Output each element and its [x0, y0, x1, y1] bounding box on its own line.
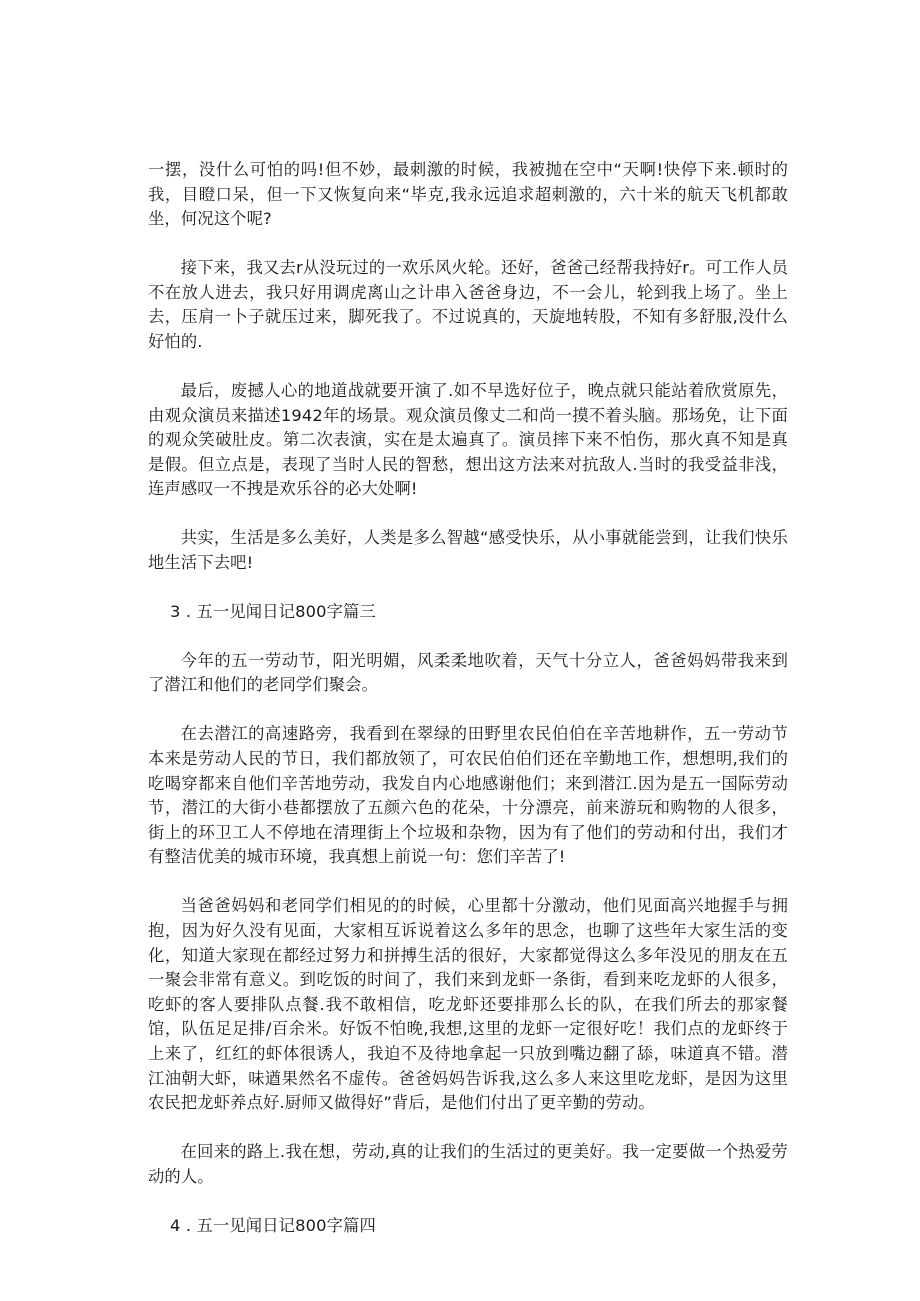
- paragraph-highway: 在去潜江的高速路旁，我看到在翠绿的田野里农民伯伯在辛苦地耕作，五一劳动节本来是劳动人民的节日，我们都放领了，可农民伯伯们还在辛勤地工作，想想明,我们的吃喝穿都来自他们辛苦地劳动，我发自内心地感谢他们；来到潜江.因为是五一国际劳动节，潜江的大街小巷都摆放了五颜六色的花朵，十分漂亮，前来游玩和购物的人很多，街上的环卫工人不停地在清理街上个垃圾和杂物，因为有了他们的劳动和付出，我们才有整洁优美的城市环境，我真想上前说一句：您们辛苦了!: [148, 724, 788, 867]
- paragraph-fire-wheel: 接下来，我又去r从没玩过的一欢乐风火轮。还好，爸爸己经帮我持好r。可工作人员不在放人进去，我只好用调虎离山之计串入爸爸身边，不一会儿，轮到我上场了。坐上去，压肩一卜子就压过来，脚死我了。不过说真的，天旋地转股，不知有多舒服,没什么好怕的.: [148, 258, 788, 351]
- paragraph-continuation: 一摆，没什么可怕的吗!但不妙，最刺激的时候，我被抛在空中“天啊!快停下来.顿时的我，目瞪口呆，但一下又恢复向来“毕克,我永远追求超刺激的，六十米的航天飞机都敢坐，何况这个呢?: [148, 160, 788, 229]
- paragraph-reunion: 当爸爸妈妈和老同学们相见的的时候，心里都十分激动，他们见面高兴地握手与拥抱，因为好久没有见面，大家相互诉说着这么多年的思念，也聊了这些年大家生活的变化，知道大家现在都经过努力和拼搏生活的很好，大家都觉得这么多年没见的朋友在五一聚会非常有意义。到吃饭的时间了，我们来到龙虾一条街，看到来吃龙虾的人很多，吃虾的客人要排队点餐.我不敢相信，吃龙虾还要排那么长的队，在我们所去的那家餐馆，队伍足足排/百余米。好饭不怕晚,我想,这里的龙虾一定很好吃！我们点的龙虾终于上来了，红红的虾体很诱人，我迫不及待地拿起一只放到嘴边翻了舔，味道真不错。潜江油朝大虾，味遒果然名不虚传。爸爸妈妈告诉我,这么多人来这里吃龙虾，是因为这里农民把龙虾养点好.厨师又做得好”背后，是他们付出了更辛勤的劳动。: [148, 896, 788, 1113]
- paragraph-conclusion: 共实，生活是多么美好，人类是多么智越“感受快乐，从小事就能尝到，让我们快乐地生活下去吧!: [148, 528, 788, 572]
- section-heading-3: 3 . 五一见闻日记800字篇三: [170, 601, 376, 621]
- section-heading-4: 4 . 五一见闻日记800字篇四: [170, 1215, 376, 1235]
- document-body: [148, 158, 788, 1263]
- paragraph-may-day-intro: 今年的五一劳动节，阳光明媚，风柔柔地吹着，天气十分立人，爸爸妈妈带我来到了潜江和他们的老同学们聚会。: [148, 650, 788, 695]
- paragraph-tunnel-war: 最后，废撼人心的地道战就要开演了.如不早选好位子，晚点就只能站着欣赏原先，由观众演员来描述1942年的场景。观众演员像丈二和尚一摸不着头脑。那场免，让下面的观众笑破肚皮。第二次表演，实在是太遍真了。演员摔下来不怕伤，那火真不知是真是假。但立点是，表现了当时人民的智愁，想出这方法来对抗敌人.当时的我受益非浅，连声感叹一不拽是欢乐谷的必大处啊!: [148, 380, 788, 499]
- paragraph-return: 在回来的路上.我在想，劳动,真的让我们的生活过的更美好。我一定要做一个热爱劳动的人。: [148, 1142, 788, 1186]
